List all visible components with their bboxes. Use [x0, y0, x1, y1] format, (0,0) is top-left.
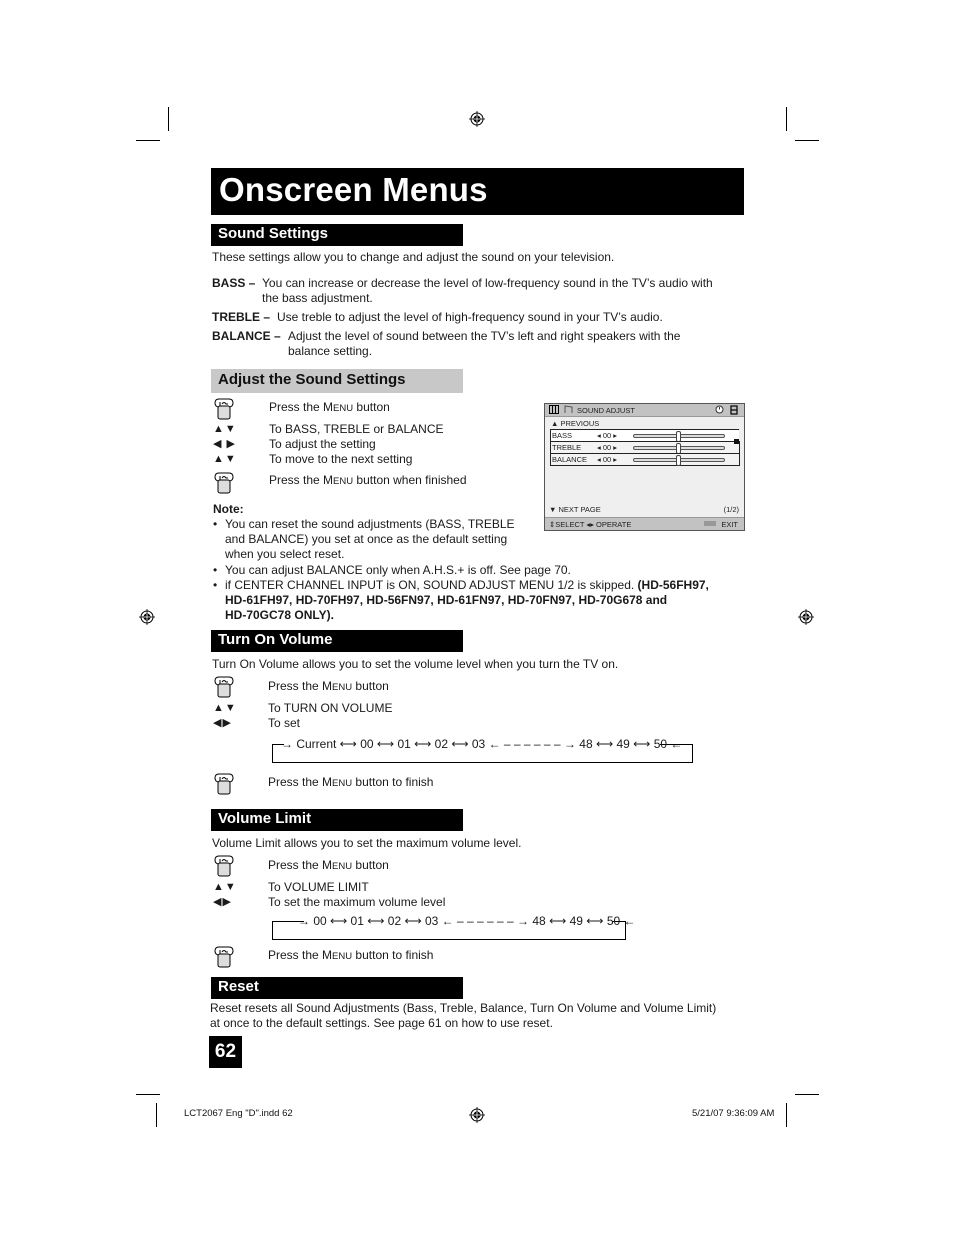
- exit-hint: EXIT: [721, 520, 738, 529]
- reset-text-line-1: Reset resets all Sound Adjustments (Bass, Treble, Balance, Turn On Volume and Volume Limit): [210, 1001, 717, 1015]
- note-2: You can adjust BALANCE only when A.H.S.+ is off. See page 70.: [225, 563, 571, 577]
- footer-filename: LCT2067 Eng "D".indd 62: [184, 1108, 293, 1119]
- vl-step-set: To set the maximum volume level: [268, 895, 446, 909]
- tov-step-finish: Press the MENU button to finish: [268, 775, 434, 789]
- section-heading-text: Reset: [218, 978, 259, 995]
- tov-step-set: To set: [268, 716, 301, 730]
- hand-menu-icon: [213, 398, 235, 420]
- select-hint: ⇕SELECT ◂▸ OPERATE: [549, 520, 632, 529]
- crop-mark: [168, 107, 169, 131]
- hand-menu-icon: [213, 676, 235, 698]
- page-title: Onscreen Menus: [219, 171, 488, 208]
- section-heading-volume-limit: [211, 809, 463, 831]
- up-down-arrows-icon: ▲▼: [213, 453, 237, 465]
- note-3-line-3: HD-70GC78 ONLY).: [225, 608, 334, 622]
- treble-description: Use treble to adjust the level of high-frequency sound in your TV’s audio.: [277, 310, 663, 324]
- note-bullet: •: [213, 517, 218, 531]
- cursor-pointer-icon: [734, 439, 739, 444]
- tov-value-sequence: → Current ⟷ 00 ⟷ 01 ⟷ 02 ⟷ 03 ← – – – – – – → 48 ⟷ 49 ⟷ 50 ←: [281, 737, 683, 751]
- note-3-line-2: HD-61FH97, HD-70FH97, HD-56FN97, HD-61FN97, HD-70FN97, HD-70G678 and: [225, 593, 668, 607]
- left-right-arrows-icon: ◀ ▶: [213, 438, 236, 450]
- tov-step-select: To TURN ON VOLUME: [268, 701, 393, 715]
- registration-mark-icon: [139, 609, 155, 625]
- step-next-setting: To move to the next setting: [269, 452, 413, 466]
- step-press-menu-finished: Press the MENU button when finished: [269, 473, 467, 487]
- section-heading-text: Volume Limit: [218, 810, 312, 827]
- balance-description-cont: balance setting.: [288, 344, 373, 358]
- menu-row-bass: BASS ◂ 00 ▸: [550, 429, 739, 442]
- crop-mark: [786, 1103, 787, 1127]
- crop-mark: [795, 140, 819, 141]
- note-1-line-2: and BALANCE) you set at once as the default setting: [225, 532, 508, 546]
- menu-row-treble: TREBLE ◂ 00 ▸: [550, 441, 740, 454]
- left-right-arrows-icon: ◀▶: [213, 896, 232, 908]
- menu-title: SOUND ADJUST: [577, 406, 635, 415]
- crop-mark: [786, 107, 787, 131]
- crop-mark: [156, 1103, 157, 1127]
- up-down-arrows-icon: ▲▼: [213, 881, 237, 893]
- left-right-arrows-icon: ◀▶: [213, 717, 232, 729]
- vl-value-sequence: → 00 ⟷ 01 ⟷ 02 ⟷ 03 ← – – – – – – → 48 ⟷ 49 ⟷ 50 ←: [298, 914, 636, 928]
- value-stepper: ◂ 00 ▸: [597, 443, 618, 452]
- section-heading-turn-on-volume: [211, 630, 463, 652]
- menu-row-balance: BALANCE ◂ 00 ▸: [550, 453, 740, 466]
- menu-footer-bar: [545, 517, 744, 530]
- lock-icon: [730, 405, 738, 415]
- section-heading-text: Adjust the Sound Settings: [218, 371, 406, 388]
- clock-icon: [715, 405, 724, 414]
- note-1-line-1: You can reset the sound adjustments (BASS, TREBLE: [225, 517, 515, 531]
- value-stepper: ◂ 00 ▸: [597, 431, 618, 440]
- crop-mark: [136, 140, 160, 141]
- bass-description: You can increase or decrease the level of low-frequency sound in the TV’s audio with: [262, 276, 713, 290]
- menu-page-indicator: (1/2): [723, 505, 739, 514]
- note-bullet: •: [213, 563, 218, 577]
- page-number: 62: [209, 1036, 242, 1068]
- music-note-icon: [564, 405, 573, 414]
- note-label: Note:: [213, 502, 244, 516]
- step-press-menu: Press the MENU button: [269, 400, 390, 414]
- note-3-line-1: if CENTER CHANNEL INPUT is ON, SOUND ADJUST MENU 1/2 is skipped. (HD-56FH97,: [225, 578, 709, 592]
- step-select-item: To BASS, TREBLE or BALANCE: [269, 422, 444, 436]
- vl-step-select: To VOLUME LIMIT: [268, 880, 369, 894]
- page-title-bar: [211, 168, 744, 215]
- volume-limit-intro: Volume Limit allows you to set the maximum volume level.: [212, 836, 522, 850]
- sound-settings-intro: These settings allow you to change and adjust the sound on your television.: [212, 250, 615, 264]
- up-down-arrows-icon: ▲▼: [213, 423, 237, 435]
- menu-header-bar: [545, 404, 744, 417]
- step-adjust-setting: To adjust the setting: [269, 437, 376, 451]
- registration-mark-icon: [469, 1107, 485, 1123]
- treble-slider: [633, 446, 725, 450]
- footer-timestamp: 5/21/07 9:36:09 AM: [692, 1108, 775, 1119]
- menu-grid-icon: [549, 405, 559, 414]
- treble-label: TREBLE –: [212, 310, 271, 324]
- balance-description: Adjust the level of sound between the TV’s left and right speakers with the: [288, 329, 681, 343]
- value-stepper: ◂ 00 ▸: [597, 455, 618, 464]
- vl-step-finish: Press the MENU button to finish: [268, 948, 434, 962]
- section-heading-adjust-sound: [211, 369, 463, 393]
- up-down-arrows-icon: ▲▼: [213, 702, 237, 714]
- menu-key-icon: [704, 521, 716, 526]
- registration-mark-icon: [798, 609, 814, 625]
- balance-label: BALANCE –: [212, 329, 281, 343]
- bass-slider: [633, 434, 725, 438]
- section-heading-text: Turn On Volume: [218, 631, 333, 648]
- hand-menu-icon: [213, 946, 235, 968]
- vl-step-press-menu: Press the MENU button: [268, 858, 389, 872]
- section-heading-reset: [211, 977, 463, 999]
- balance-slider: [633, 458, 725, 462]
- section-heading-text: Sound Settings: [218, 225, 328, 242]
- sound-adjust-menu-screenshot: [544, 403, 745, 531]
- crop-mark: [136, 1094, 160, 1095]
- bass-description-cont: the bass adjustment.: [262, 291, 373, 305]
- bass-label: BASS –: [212, 276, 256, 290]
- menu-previous: ▲ PREVIOUS: [551, 419, 600, 428]
- crop-mark: [795, 1094, 819, 1095]
- note-bullet: •: [213, 578, 218, 592]
- section-heading-sound-settings: [211, 224, 463, 246]
- note-1-line-3: when you select reset.: [225, 547, 345, 561]
- reset-text-line-2: at once to the default settings. See page 61 on how to use reset.: [210, 1016, 553, 1030]
- tov-step-press-menu: Press the MENU button: [268, 679, 389, 693]
- hand-menu-icon: [213, 855, 235, 877]
- registration-mark-icon: [469, 111, 485, 127]
- hand-menu-icon: [213, 472, 235, 494]
- hand-menu-icon: [213, 773, 235, 795]
- turn-on-volume-intro: Turn On Volume allows you to set the volume level when you turn the TV on.: [212, 657, 619, 671]
- menu-next-page: ▼ NEXT PAGE: [549, 505, 601, 514]
